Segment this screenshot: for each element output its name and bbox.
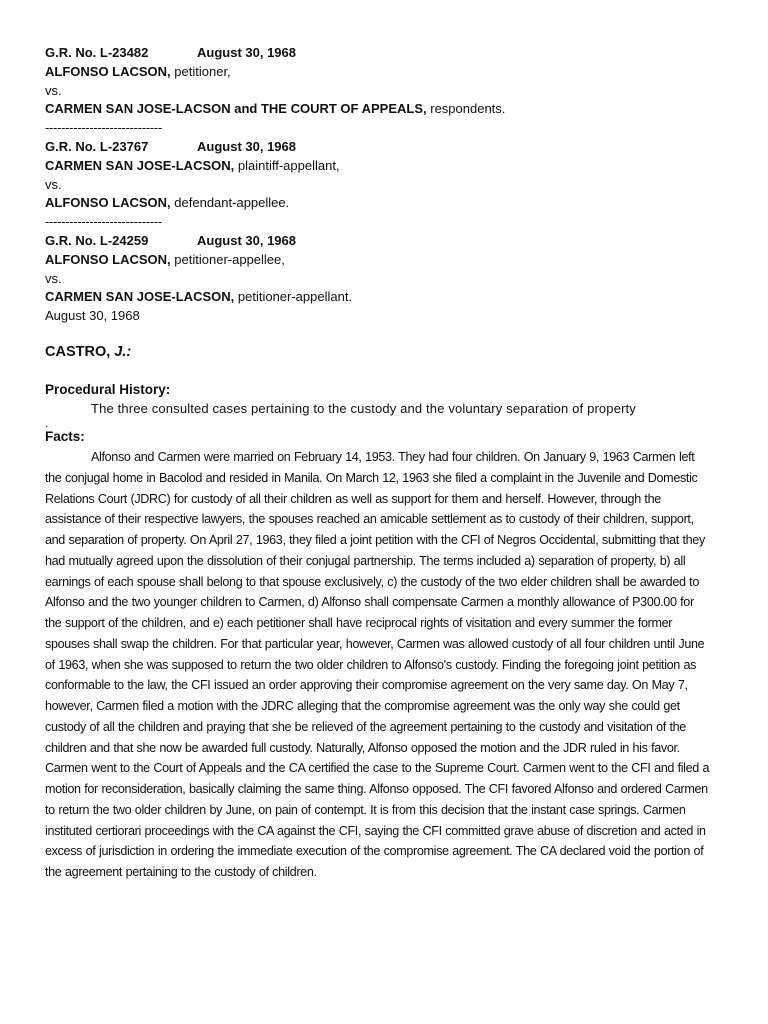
party-name: ALFONSO LACSON, bbox=[45, 195, 171, 211]
decision-date: August 30, 1968 bbox=[45, 308, 140, 324]
case-date: August 30, 1968 bbox=[197, 138, 296, 154]
party-role: respondents. bbox=[430, 101, 506, 117]
versus: vs. bbox=[45, 176, 62, 192]
separator-line: ----------------------------- bbox=[45, 120, 162, 136]
party-role: plaintiff-appellant, bbox=[237, 157, 340, 173]
case-block-1 bbox=[45, 44, 725, 138]
party-1 bbox=[45, 251, 725, 270]
party-2 bbox=[45, 100, 725, 119]
party-1 bbox=[45, 63, 725, 82]
gr-number: G.R. No. L-23482 bbox=[45, 45, 149, 60]
party-name: CARMEN SAN JOSE-LACSON, bbox=[45, 157, 235, 173]
versus: vs. bbox=[45, 82, 62, 98]
party-role: petitioner-appellant. bbox=[237, 289, 353, 305]
party-name: CARMEN SAN JOSE-LACSON and THE COURT OF APPEALS, bbox=[45, 101, 427, 117]
versus: vs. bbox=[45, 270, 62, 286]
facts-heading: Facts: bbox=[45, 429, 85, 445]
ponente-name: CASTRO, bbox=[45, 343, 111, 360]
ponente-title: J.: bbox=[114, 343, 132, 360]
case-date: August 30, 1968 bbox=[197, 45, 296, 60]
case-block-2 bbox=[45, 138, 725, 232]
ponente bbox=[45, 343, 725, 362]
party-1 bbox=[45, 157, 725, 176]
party-name: CARMEN SAN JOSE-LACSON, bbox=[45, 289, 235, 305]
document-page bbox=[45, 44, 725, 883]
party-name: ALFONSO LACSON, bbox=[45, 251, 171, 267]
party-role: defendant-appellee. bbox=[174, 195, 290, 211]
party-2 bbox=[45, 288, 725, 307]
party-name: ALFONSO LACSON, bbox=[45, 63, 171, 79]
facts-paragraph: Alfonso and Carmen were married on February 14, 1953. They had four children. On January 9, 1963 Carmen left the conjugal home in Bacolod and resided in Manila. On March 12, 1963 she filed a complaint in the Juvenile and Domestic Relations Court (JDRC) for custody of all their children as well as support for them and herself. However, through the assistance of their respective lawyers, the spouses reached an amicable settlement as to custody of their children, support, and separation of property. On April 27, 1963, they filed a joint petition with the CFI of Negros Occidental, submitting that they had mutually agreed upon the dissolution of their conjugal partnership. The terms included a) separation of property, b) all earnings of each spouse shall belong to that spouse exclusively, c) the custody of the two elder children shall be awarded to Alfonso and the two younger children to Carmen, d) Alfonso shall compensate Carmen a monthly allowance of P300.00 for the support of the children, and e) each petitioner shall have reciprocal rights of visitation and every summer the former spouses shall swap the children. For that particular year, however, Carmen was allowed custody of all four children until June of 1963, when she was supposed to return the two older children to Alfonso's custody. Finding the foregoing joint petition as conformable to the law, the CFI issued an order approving their compromise agreement on the very same day. On May 7, however, Carmen filed a motion with the JDRC alleging that the compromise agreement was the only way she could get custody of all the children and praying that she be relieved of the agreement pertaining to the custody and visitation of the children and that she now be awarded full custody. Naturally, Alfonso opposed the motion and the JDR ruled in his favor. Carmen went to the Court of Appeals and the CA certified the case to the Supreme Court. Carmen went to the CFI and filed a motion for reconsideration, basically claiming the same thing. Alfonso opposed. The CFI favored Alfonso and ordered Carmen to return the two older children by June, on pain of contempt. It is from this decision that the instant case springs. Carmen instituted certiorari proceedings with the CA against the CFI, saying the CFI committed grave abuse of discretion and acted in excess of jurisdiction in ordering the immediate execution of the compromise agreement. The CA declared void the portion of the agreement pertaining to the custody of children. bbox=[45, 450, 710, 880]
case-block-3 bbox=[45, 232, 725, 326]
party-role: petitioner-appellee, bbox=[174, 251, 285, 267]
case-heading bbox=[45, 44, 725, 63]
separator-line: ----------------------------- bbox=[45, 214, 162, 230]
procedural-history-heading: Procedural History: bbox=[45, 381, 171, 397]
party-2 bbox=[45, 194, 725, 213]
procedural-history-text: The three consulted cases pertaining to the custody and the voluntary separation of property bbox=[91, 400, 636, 416]
party-role: petitioner, bbox=[174, 63, 231, 79]
case-heading bbox=[45, 138, 725, 157]
gr-number: G.R. No. L-24259 bbox=[45, 232, 149, 248]
case-heading bbox=[45, 232, 725, 251]
gr-number: G.R. No. L-23767 bbox=[45, 138, 149, 154]
procedural-history-trailing: . bbox=[45, 416, 49, 431]
case-date: August 30, 1968 bbox=[197, 232, 296, 248]
facts-body bbox=[45, 447, 713, 883]
